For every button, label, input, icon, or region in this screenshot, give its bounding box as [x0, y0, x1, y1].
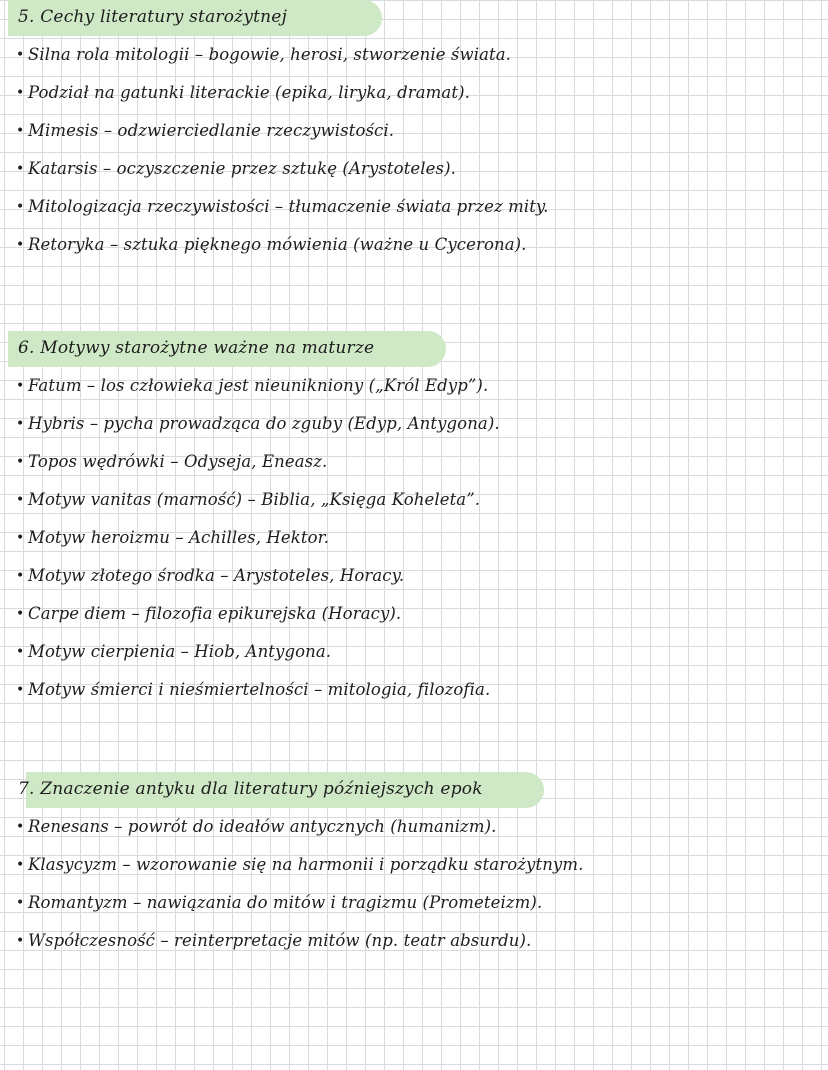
section-heading: 5. Cechy literatury starożytnej	[18, 7, 288, 27]
list-item	[0, 922, 828, 960]
list-item	[0, 367, 828, 405]
section-heading-wrap	[0, 772, 828, 808]
list-item	[0, 150, 828, 188]
bullet-icon: •	[16, 682, 25, 698]
list-item	[0, 519, 828, 557]
list-item-text: Motyw vanitas (marność) – Biblia, „Księga Koheleta”.	[28, 490, 481, 509]
list-item	[0, 557, 828, 595]
bullet-icon: •	[16, 416, 25, 432]
bullet-icon: •	[16, 606, 25, 622]
section-heading-wrap	[0, 0, 828, 36]
list-item-text: Motyw heroizmu – Achilles, Hektor.	[28, 528, 330, 547]
list-item-text: Motyw złotego środka – Arystoteles, Horacy.	[28, 566, 405, 585]
list-item-text: Współczesność – reinterpretacje mitów (np. teatr absurdu).	[28, 931, 532, 950]
section-list	[0, 808, 828, 960]
list-item	[0, 74, 828, 112]
list-item	[0, 481, 828, 519]
section-7	[0, 772, 828, 960]
list-item-text: Topos wędrówki – Odyseja, Eneasz.	[28, 452, 328, 471]
bullet-icon: •	[16, 161, 25, 177]
list-item-text: Motyw cierpienia – Hiob, Antygona.	[28, 642, 332, 661]
list-item	[0, 808, 828, 846]
bullet-icon: •	[16, 933, 25, 949]
section-5	[0, 0, 828, 264]
section-heading: 6. Motywy starożytne ważne na maturze	[18, 338, 375, 358]
list-item-text: Katarsis – oczyszczenie przez sztukę (Arystoteles).	[28, 159, 456, 178]
list-item-text: Silna rola mitologii – bogowie, herosi, stworzenie świata.	[28, 45, 512, 64]
bullet-icon: •	[16, 47, 25, 63]
list-item-text: Fatum – los człowieka jest nieunikniony („Król Edyp”).	[28, 376, 489, 395]
list-item	[0, 633, 828, 671]
bullet-icon: •	[16, 85, 25, 101]
list-item-text: Klasycyzm – wzorowanie się na harmonii i porządku starożytnym.	[28, 855, 584, 874]
bullet-icon: •	[16, 199, 25, 215]
bullet-icon: •	[16, 530, 25, 546]
bullet-icon: •	[16, 237, 25, 253]
bullet-icon: •	[16, 819, 25, 835]
list-item-text: Podział na gatunki literackie (epika, liryka, dramat).	[28, 83, 470, 102]
section-6	[0, 331, 828, 709]
list-item	[0, 112, 828, 150]
list-item-text: Mimesis – odzwierciedlanie rzeczywistości.	[28, 121, 395, 140]
bullet-icon: •	[16, 123, 25, 139]
list-item-text: Carpe diem – filozofia epikurejska (Horacy).	[28, 604, 402, 623]
list-item	[0, 443, 828, 481]
list-item-text: Mitologizacja rzeczywistości – tłumaczenie świata przez mity.	[28, 197, 549, 216]
list-item	[0, 884, 828, 922]
list-item-text: Romantyzm – nawiązania do mitów i tragizmu (Prometeizm).	[28, 893, 543, 912]
section-heading-wrap	[0, 331, 828, 367]
bullet-icon: •	[16, 857, 25, 873]
list-item	[0, 405, 828, 443]
section-list	[0, 367, 828, 709]
list-item	[0, 671, 828, 709]
list-item-text: Motyw śmierci i nieśmiertelności – mitologia, filozofia.	[28, 680, 491, 699]
list-item	[0, 226, 828, 264]
bullet-icon: •	[16, 378, 25, 394]
list-item-text: Renesans – powrót do ideałów antycznych (humanizm).	[28, 817, 497, 836]
bullet-icon: •	[16, 644, 25, 660]
bullet-icon: •	[16, 895, 25, 911]
bullet-icon: •	[16, 492, 25, 508]
section-heading: 7. Znaczenie antyku dla literatury późniejszych epok	[18, 779, 483, 799]
list-item	[0, 36, 828, 74]
section-list	[0, 36, 828, 264]
list-item	[0, 846, 828, 884]
list-item	[0, 595, 828, 633]
list-item-text: Retoryka – sztuka pięknego mówienia (ważne u Cycerona).	[28, 235, 527, 254]
list-item	[0, 188, 828, 226]
bullet-icon: •	[16, 568, 25, 584]
list-item-text: Hybris – pycha prowadząca do zguby (Edyp, Antygona).	[28, 414, 500, 433]
bullet-icon: •	[16, 454, 25, 470]
